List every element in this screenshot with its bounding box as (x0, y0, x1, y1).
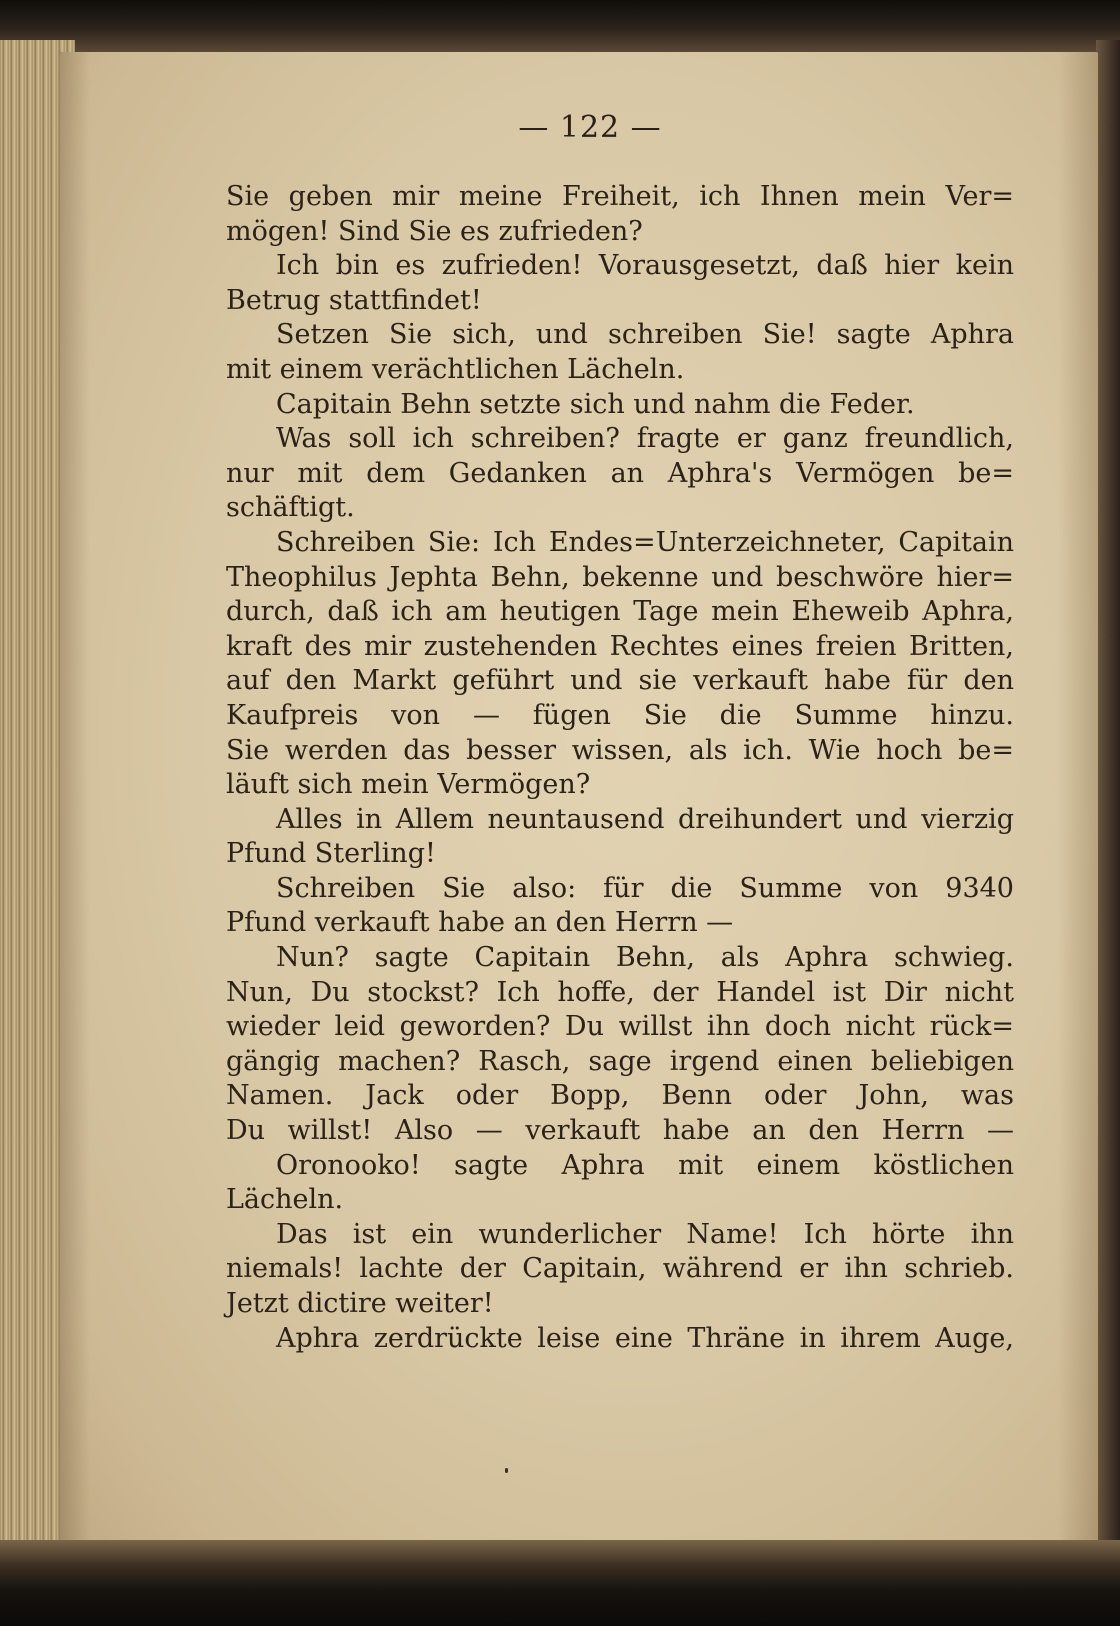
body-text (226, 180, 1014, 1356)
text-line: Alles in Allem neuntausend dreihundert und vierzig (276, 803, 1014, 835)
text-line: Lächeln. (226, 1184, 344, 1216)
text-line: Schreiben Sie: Ich Endes=Unterzeichneter, Capitain (276, 526, 1014, 558)
ink-speck (505, 1468, 508, 1473)
text-line: Was soll ich schreiben? fragte er ganz freundlich, (276, 423, 1014, 455)
edge-shadow (1058, 52, 1098, 1557)
text-line: Oronooko! sagte Aphra mit einem köstlichen (276, 1149, 1014, 1181)
text-line: Pfund verkauft habe an den Herrn — (226, 907, 734, 939)
text-line: schäftigt. (226, 492, 355, 524)
text-line: Du willst! Also — verkauft habe an den Herrn — (226, 1115, 1014, 1147)
text-line: Kaufpreis von — fügen Sie die Summe hinzu. (226, 699, 1014, 731)
text-line: mögen! Sind Sie es zufrieden? (226, 215, 643, 247)
text-line: Schreiben Sie also: für die Summe von 9340 (276, 872, 1014, 904)
text-line: nur mit dem Gedanken an Aphra's Vermögen be= (226, 457, 1014, 489)
text-line: läuft sich mein Vermögen? (226, 769, 591, 801)
page-number: — 122 — (518, 110, 662, 145)
text-line: Das ist ein wunderlicher Name! Ich hörte ihn (276, 1218, 1014, 1250)
text-line: wieder leid geworden? Du willst ihn doch nicht rück= (226, 1011, 1014, 1043)
text-line: mit einem verächtlichen Lächeln. (226, 353, 685, 385)
text-line: durch, daß ich am heutigen Tage mein Eheweib Aphra, (226, 596, 1014, 628)
text-line: Aphra zerdrückte leise eine Thräne in ihrem Auge, (276, 1322, 1014, 1354)
gutter-shadow (60, 52, 90, 1557)
text-line: Betrug stattfindet! (226, 284, 482, 316)
text-line: gängig machen? Rasch, sage irgend einen beliebigen (226, 1045, 1014, 1077)
text-line: Ich bin es zufrieden! Vorausgesetzt, daß hier kein (276, 250, 1014, 282)
text-line: Nun? sagte Capitain Behn, als Aphra schwieg. (276, 942, 1014, 974)
book-right-edge (1096, 40, 1120, 1560)
text-line: Sie geben mir meine Freiheit, ich Ihnen mein Ver= (226, 181, 1014, 212)
text-line: Jetzt dictire weiter! (226, 1288, 494, 1319)
text-line: Theophilus Jephta Behn, bekenne und beschwöre hier= (226, 561, 1014, 593)
text-line: auf den Markt geführt und sie verkauft habe für den (226, 665, 1014, 697)
text-line: Nun, Du stockst? Ich hoffe, der Handel ist Dir nicht (226, 976, 1014, 1008)
text-line: Capitain Behn setzte sich und nahm die Feder. (276, 388, 915, 420)
text-line: kraft des mir zustehenden Rechtes eines freien Britten, (226, 630, 1014, 662)
text-line: Namen. Jack oder Bopp, Benn oder John, was (226, 1080, 1014, 1112)
text-line: niemals! lachte der Capitain, während er ihn schrieb. (226, 1253, 1014, 1285)
text-line: Setzen Sie sich, und schreiben Sie! sagte Aphra (276, 319, 1014, 351)
text-line: Sie werden das besser wissen, als ich. Wie hoch be= (226, 734, 1014, 766)
book-bottom-edge (0, 1540, 1120, 1626)
text-line: Pfund Sterling! (226, 838, 436, 870)
